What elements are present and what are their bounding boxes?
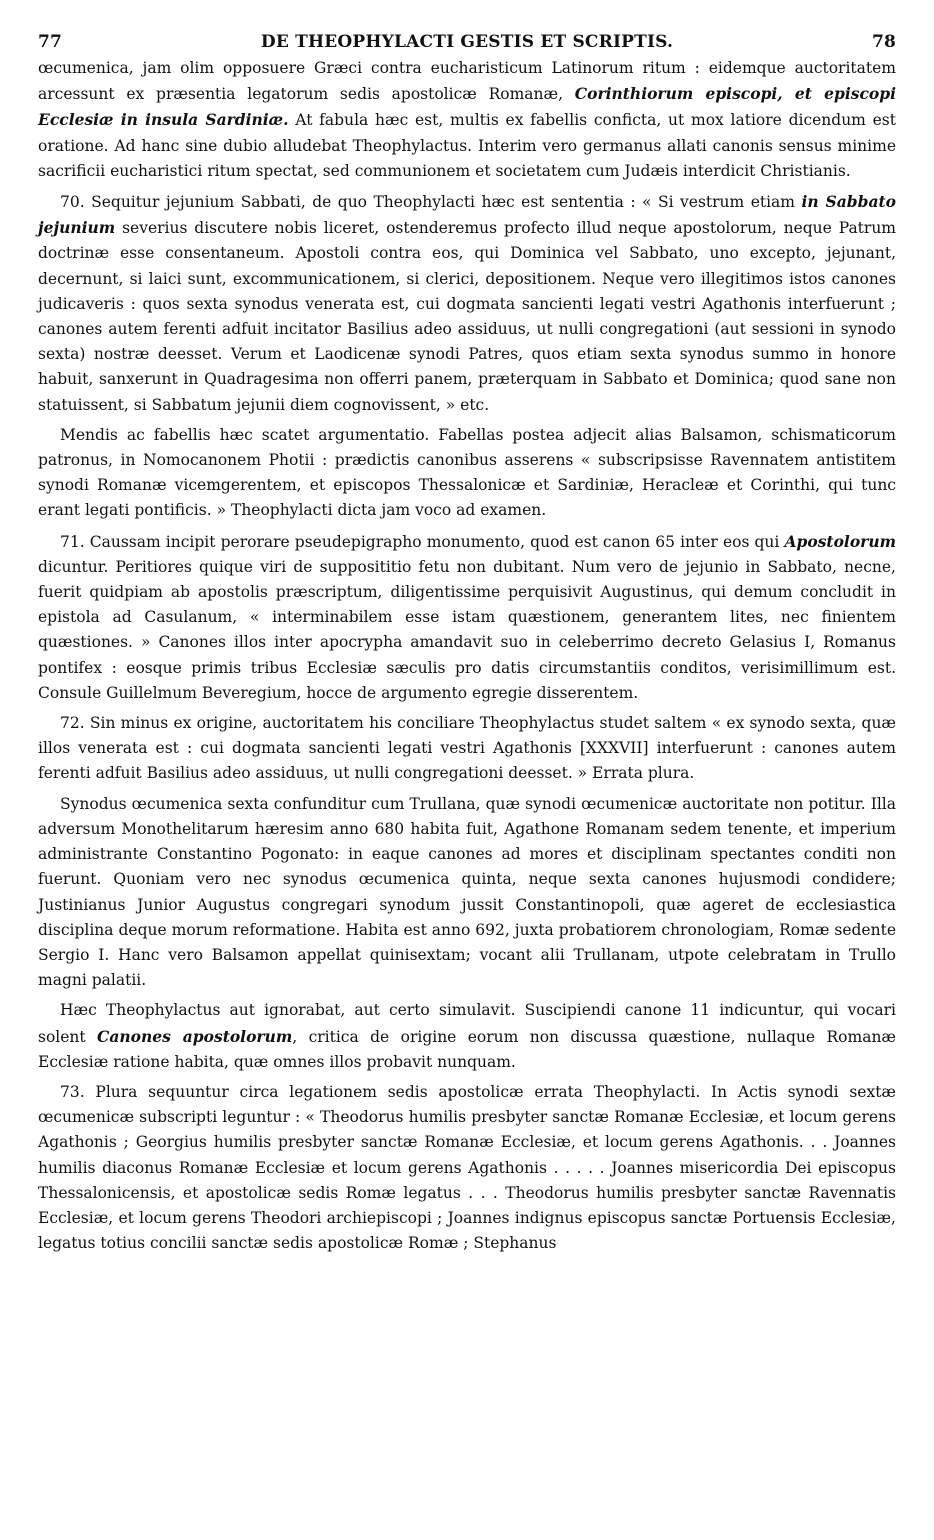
text-segment: dicuntur. Peritiores quique viri de supposititio fetu non dubitant. Num vero de jejunio in Sabbato, necne, fuerit quidpiam ab apostolis præscriptum, diligentissime perquisivit Augustinus, qui demum concludit in epistola ad Casulanum, « interminabilem esse istam quæstionem, generantem lites, nec finientem quæstiones. » Canones illos inter apocrypha amandavit suo in celeberrimo decreto Gelasius I, Romanus pontifex : eosque primis tribus Ecclesiæ sæculis pro datis circumstantiis conditos, verisimillimum est. Consule Guillelmum Beveregium, hocce de argumento egregie disserentem. <box>38 557 896 702</box>
page-number-right: 78 <box>871 32 896 52</box>
italic-text: Apostolorum <box>784 531 896 551</box>
running-header <box>38 32 896 52</box>
text-segment: 71. Caussam incipit perorare pseudepigrapho monumento, quod est canon 65 inter eos qui <box>60 532 785 551</box>
paragraph <box>38 998 896 1075</box>
paragraph <box>38 529 896 706</box>
paragraph <box>38 56 896 184</box>
text-segment: At fabula hæc est, multis ex fabellis conficta, ut mox latiore dicendum est oratione. Ad hanc sine dubio alludebat Theophylactus. Interim vero germanus allati canonis sensus minime sacrificii eucharistici ritum spectat, sed communionem et societatem cum Judæis interdicit Christianis. <box>38 111 896 180</box>
italic-text: Canones apostolorum <box>97 1026 293 1046</box>
running-title: DE THEOPHYLACTI GESTIS ET SCRIPTIS. <box>260 32 674 52</box>
italic-text: in Sabbato jejunium <box>38 192 896 238</box>
text-segment: 70. Sequitur jejunium Sabbati, de quo Theophylacti hæc est sententia : « Si vestrum etiam <box>60 193 802 212</box>
text-segment: Hæc Theophylactus aut ignorabat, aut certo simulavit. Suscipiendi canone 11 indicuntur, qui vocari solent <box>38 1001 896 1046</box>
text-segment: , critica de origine eorum non discussa quæstione, nullaque Romanæ Ecclesiæ ratione habita, quæ omnes illos probavit nunquam. <box>38 1027 896 1071</box>
page-number-left: 77 <box>38 32 63 52</box>
paragraph <box>38 1080 896 1256</box>
italic-text: Corinthiorum episcopi, et episcopi Ecclesiæ in insula Sardiniæ. <box>38 84 896 130</box>
text-segment: Mendis ac fabellis hæc scatet argumentatio. Fabellas postea adjecit alias Balsamon, schismaticorum patronus, in Nomocanonem Photii : prædictis canonibus asserens « subscripsisse Ravennatem antistitem synodi Romanæ vicemgerentem, et episcopos Thessalonicæ et Sardiniæ, Heracleæ et Corinthi, qui tunc erant legati pontificis. » Theophylacti dicta jam voco ad examen. <box>38 425 896 520</box>
text-segment: severius discutere nobis liceret, ostenderemus profecto illud neque apostolorum, neque Patrum doctrinæ esse consentaneum. Apostoli contra eos, qui Dominica vel Sabbato, uno excepto, jejunant, decernunt, si laici sunt, excommunicationem, si clerici, depositionem. Neque vero illegitimos istos canones judicaveris : quos sexta synodus venerata est, cui dogmata sancienti legati vestri Agathonis interfuerunt ; canones autem ferenti adfuit incitator Basilius adeo assiduus, ut nulli congregationi (aut sessioni in synodo sexta) nostræ deesset. Verum et Laodicenæ synodi Patres, quos etiam sexta synodus summo in honore habuit, sanxerunt in Quadragesima non offerri panem, præterquam in Sabbato et Dominica; quod sane non statuissent, si Sabbatum jejunii diem cognovissent, » etc. <box>38 219 896 414</box>
text-segment: œcumenica, jam olim opposuere Græci contra eucharisticum Latinorum ritum : eidemque auctoritatem arcessunt ex præsentia legatorum sedis apostolicæ Romanæ, <box>38 59 896 104</box>
text-segment: Synodus œcumenica sexta confunditur cum Trullana, quæ synodi œcumenicæ auctoritate non potitur. Illa adversum Monothelitarum hæresim anno 680 habita fuit, Agathone Romanam sedem tenente, et imperium administrante Constantino Pogonato: in eaque canones ad mores et disciplinam spectantes conditi non fuerunt. Quoniam vero nec synodus œcumenica quinta, neque sexta canones hujusmodi condidere; Justinianus Junior Augustus congregari synodum jussit Constantinopoli, quæ ageret de ecclesiastica disciplina deque morum reformatione. Habita est anno 692, juxta probatiorem chronologiam, Romæ sedente Sergio I. Hanc vero Balsamon appellat quinisextam; vocant alii Trullanam, utpote celebratam in Trullo magni palatii. <box>38 794 896 990</box>
paragraph <box>38 792 896 994</box>
paragraph <box>38 189 896 418</box>
body-text <box>38 56 896 1256</box>
paragraph <box>38 423 896 524</box>
text-segment: 73. Plura sequuntur circa legationem sedis apostolicæ errata Theophylacti. In Actis synodi sextæ œcumenicæ subscripti leguntur : « Theodorus humilis presbyter sanctæ Romanæ Ecclesiæ, et locum gerens Agathonis ; Georgius humilis presbyter sanctæ Romanæ Ecclesiæ, et locum gerens Agathonis. . . Joannes humilis diaconus Romanæ Ecclesiæ et locum gerens Agathonis . . . . . Joannes misericordia Dei episcopus Thessalonicensis, et apostolicæ sedis Romæ legatus . . . Theodorus humilis presbyter sanctæ Ravennatis Ecclesiæ, et locum gerens Theodori archiepiscopi ; Joannes indignus episcopus sanctæ Portuensis Ecclesiæ, legatus totius concilii sanctæ sedis apostolicæ Romæ ; Stephanus <box>38 1082 896 1253</box>
text-segment: 72. Sin minus ex origine, auctoritatem his conciliare Theophylactus studet saltem « ex synodo sexta, quæ illos venerata est : cui dogmata sancienti legati vestri Agathonis [XXXVII] interfuerunt : canones autem ferenti adfuit Basilius adeo assiduus, ut nulli congregationi deesset. » Errata plura. <box>38 714 896 783</box>
book-page <box>38 32 896 1261</box>
paragraph <box>38 711 896 787</box>
